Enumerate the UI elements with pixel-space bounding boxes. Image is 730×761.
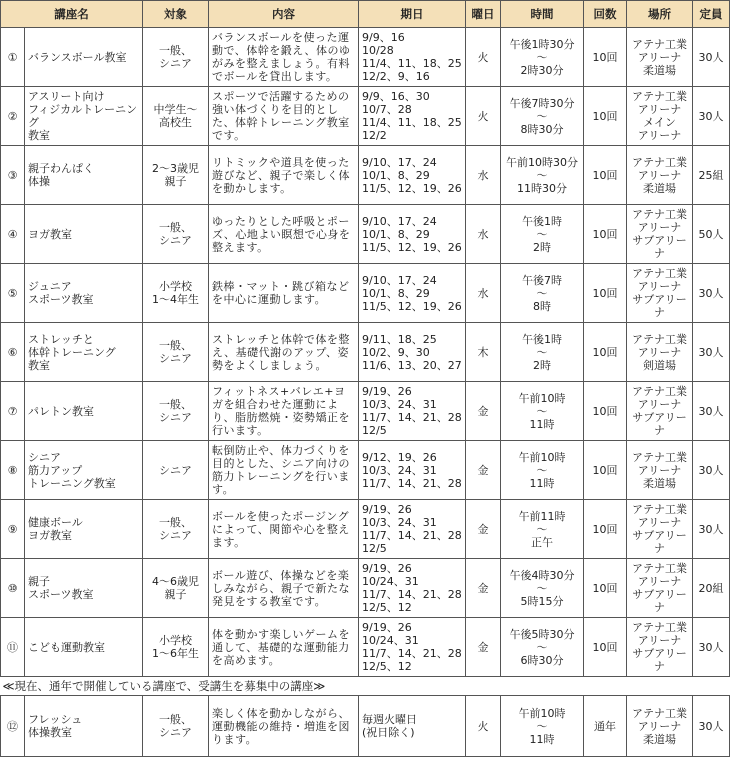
course-row [1, 87, 730, 146]
course-capacity: 30人 [693, 323, 730, 382]
course-day: 火 [466, 28, 501, 87]
course-row [1, 264, 730, 323]
header-target: 対象 [143, 1, 209, 28]
course-name: フレッシュ 体操教室 [25, 696, 143, 757]
course-dates: 毎週火曜日 (祝日除く) [359, 696, 466, 757]
course-number: ① [1, 28, 25, 87]
header-dates: 期日 [359, 1, 466, 28]
course-time: 午後4時30分 ～ 5時15分 [501, 559, 584, 618]
course-name: 健康ボール ヨガ教室 [25, 500, 143, 559]
course-content: リトミックや道具を使った遊びなど、親子で楽しく体を動かします。 [209, 146, 359, 205]
course-time: 午後1時 ～ 2時 [501, 323, 584, 382]
course-capacity: 30人 [693, 500, 730, 559]
course-number: ⑧ [1, 441, 25, 500]
course-row [1, 559, 730, 618]
course-day: 水 [466, 146, 501, 205]
course-sessions: 10回 [584, 382, 627, 441]
course-target: 一般、 シニア [143, 382, 209, 441]
course-name: シニア 筋力アップ トレーニング教室 [25, 441, 143, 500]
course-capacity: 30人 [693, 264, 730, 323]
course-row [1, 618, 730, 677]
course-capacity: 30人 [693, 28, 730, 87]
course-target: 中学生～ 高校生 [143, 87, 209, 146]
course-number: ⑦ [1, 382, 25, 441]
course-dates: 9/19、26 10/24、31 11/7、14、21、28 12/5、12 [359, 618, 466, 677]
course-place: アテナ工業 アリーナ 柔道場 [627, 28, 693, 87]
course-number: ④ [1, 205, 25, 264]
course-name: ストレッチと 体幹トレーニング 教室 [25, 323, 143, 382]
header-place: 場所 [627, 1, 693, 28]
course-number: ③ [1, 146, 25, 205]
course-place: アテナ工業 アリーナ サブアリーナ [627, 382, 693, 441]
course-place: アテナ工業 アリーナ メイン アリーナ [627, 87, 693, 146]
course-sessions: 10回 [584, 87, 627, 146]
course-sessions: 10回 [584, 323, 627, 382]
course-day: 水 [466, 205, 501, 264]
course-dates: 9/10、17、24 10/1、8、29 11/5、12、19、26 [359, 146, 466, 205]
course-time: 午後7時30分 ～ 8時30分 [501, 87, 584, 146]
course-name: こども運動教室 [25, 618, 143, 677]
course-day: 金 [466, 500, 501, 559]
header-course-name: 講座名 [1, 1, 143, 28]
course-content: バランスボールを使った運動で、体幹を鍛え、体のゆがみを整えましょう。有料でボールを貸出します。 [209, 28, 359, 87]
header-day: 曜日 [466, 1, 501, 28]
course-sessions: 10回 [584, 559, 627, 618]
course-sessions: 10回 [584, 618, 627, 677]
course-sessions: 10回 [584, 264, 627, 323]
course-time: 午前10時30分 ～ 11時30分 [501, 146, 584, 205]
course-time: 午前10時 ～ 11時 [501, 382, 584, 441]
course-target: シニア [143, 441, 209, 500]
course-capacity: 50人 [693, 205, 730, 264]
course-dates: 9/19、26 10/3、24、31 11/7、14、21、28 12/5 [359, 382, 466, 441]
course-dates: 9/19、26 10/3、24、31 11/7、14、21、28 12/5 [359, 500, 466, 559]
course-row [1, 205, 730, 264]
course-row [1, 441, 730, 500]
course-number: ⑩ [1, 559, 25, 618]
course-name: アスリート向け フィジカルトレーニング 教室 [25, 87, 143, 146]
course-target: 小学校 1～6年生 [143, 618, 209, 677]
header-time: 時間 [501, 1, 584, 28]
course-number: ⑪ [1, 618, 25, 677]
course-place: アテナ工業 アリーナ サブアリーナ [627, 559, 693, 618]
course-capacity: 30人 [693, 87, 730, 146]
course-capacity: 30人 [693, 441, 730, 500]
course-name: ヨガ教室 [25, 205, 143, 264]
course-day: 金 [466, 441, 501, 500]
notice-text: ≪現在、通年で開催している講座で、受講生を募集中の講座≫ [1, 677, 730, 696]
course-place: アテナ工業 アリーナ サブアリーナ [627, 500, 693, 559]
course-row [1, 28, 730, 87]
course-time: 午後5時30分 ～ 6時30分 [501, 618, 584, 677]
course-place: アテナ工業 アリーナ サブアリーナ [627, 205, 693, 264]
course-sessions: 10回 [584, 146, 627, 205]
course-content: ストレッチと体幹で体を整え、基礎代謝のアップ、姿勢をよくしましょう。 [209, 323, 359, 382]
notice-row [1, 677, 730, 696]
course-number: ⑤ [1, 264, 25, 323]
course-place: アテナ工業 アリーナ 柔道場 [627, 441, 693, 500]
header-capacity: 定員 [693, 1, 730, 28]
course-day: 金 [466, 382, 501, 441]
course-time: 午後1時 ～ 2時 [501, 205, 584, 264]
header-count: 回数 [584, 1, 627, 28]
course-time: 午前10時 ～ 11時 [501, 696, 584, 757]
course-target: 一般、 シニア [143, 205, 209, 264]
course-number: ② [1, 87, 25, 146]
course-time: 午前11時 ～ 正午 [501, 500, 584, 559]
course-target: 一般、 シニア [143, 28, 209, 87]
course-sessions: 通年 [584, 696, 627, 757]
course-content: フィットネス+バレエ+ヨガを組合わせた運動により、脂肪燃焼・姿勢矯正を行います。 [209, 382, 359, 441]
course-place: アテナ工業 アリーナ 柔道場 [627, 146, 693, 205]
course-name: パレトン教室 [25, 382, 143, 441]
course-day: 金 [466, 618, 501, 677]
course-day: 金 [466, 559, 501, 618]
course-capacity: 30人 [693, 696, 730, 757]
header-row [1, 1, 730, 28]
course-content: 楽しく体を動かしながら、運動機能の維持・増進を図ります。 [209, 696, 359, 757]
course-dates: 9/11、18、25 10/2、9、30 11/6、13、20、27 [359, 323, 466, 382]
course-row [1, 500, 730, 559]
course-target: 小学校 1～4年生 [143, 264, 209, 323]
course-name: バランスボール教室 [25, 28, 143, 87]
course-row [1, 323, 730, 382]
course-content: 鉄棒・マット・跳び箱などを中心に運動します。 [209, 264, 359, 323]
course-dates: 9/10、17、24 10/1、8、29 11/5、12、19、26 [359, 205, 466, 264]
course-capacity: 20組 [693, 559, 730, 618]
course-dates: 9/9、16 10/28 11/4、11、18、25 12/2、9、16 [359, 28, 466, 87]
course-sessions: 10回 [584, 28, 627, 87]
course-content: スポーツで活躍するための強い体づくりを目的とした、体幹トレーニング教室です。 [209, 87, 359, 146]
course-number: ⑫ [1, 696, 25, 757]
course-dates: 9/9、16、30 10/7、28 11/4、11、18、25 12/2 [359, 87, 466, 146]
course-day: 木 [466, 323, 501, 382]
course-capacity: 25組 [693, 146, 730, 205]
course-day: 水 [466, 264, 501, 323]
course-row [1, 382, 730, 441]
course-day: 火 [466, 87, 501, 146]
course-time: 午後1時30分 ～ 2時30分 [501, 28, 584, 87]
course-content: ボール遊び、体操などを楽しみながら、親子で新たな発見をする教室です。 [209, 559, 359, 618]
course-time: 午後7時 ～ 8時 [501, 264, 584, 323]
course-list [1, 28, 730, 677]
course-target: 2～3歳児 親子 [143, 146, 209, 205]
course-target: 一般、 シニア [143, 500, 209, 559]
course-content: ゆったりとした呼吸とポーズ、心地よい瞑想で心身を整えます。 [209, 205, 359, 264]
course-sessions: 10回 [584, 441, 627, 500]
course-day: 火 [466, 696, 501, 757]
course-content: 体を動かす楽しいゲームを通して、基礎的な運動能力を高めます。 [209, 618, 359, 677]
course-place: アテナ工業 アリーナ サブアリーナ [627, 618, 693, 677]
course-sessions: 10回 [584, 500, 627, 559]
course-number: ⑥ [1, 323, 25, 382]
course-content: 転倒防止や、体力づくりを目的とした、シニア向けの筋力トレーニングを行います。 [209, 441, 359, 500]
course-place: アテナ工業 アリーナ 柔道場 [627, 696, 693, 757]
course-dates: 9/10、17、24 10/1、8、29 11/5、12、19、26 [359, 264, 466, 323]
header-content: 内容 [209, 1, 359, 28]
course-place: アテナ工業 アリーナ サブアリーナ [627, 264, 693, 323]
course-time: 午前10時 ～ 11時 [501, 441, 584, 500]
course-name: ジュニア スポーツ教室 [25, 264, 143, 323]
course-sessions: 10回 [584, 205, 627, 264]
year-round-row [1, 696, 730, 757]
course-dates: 9/19、26 10/24、31 11/7、14、21、28 12/5、12 [359, 559, 466, 618]
course-row [1, 146, 730, 205]
course-name: 親子わんぱく 体操 [25, 146, 143, 205]
course-name: 親子 スポーツ教室 [25, 559, 143, 618]
course-target: 一般、 シニア [143, 323, 209, 382]
course-dates: 9/12、19、26 10/3、24、31 11/7、14、21、28 [359, 441, 466, 500]
course-number: ⑨ [1, 500, 25, 559]
course-place: アテナ工業 アリーナ 剣道場 [627, 323, 693, 382]
course-target: 一般、 シニア [143, 696, 209, 757]
course-target: 4～6歳児 親子 [143, 559, 209, 618]
course-content: ボールを使ったポージングによって、関節や心を整えます。 [209, 500, 359, 559]
course-capacity: 30人 [693, 618, 730, 677]
course-capacity: 30人 [693, 382, 730, 441]
